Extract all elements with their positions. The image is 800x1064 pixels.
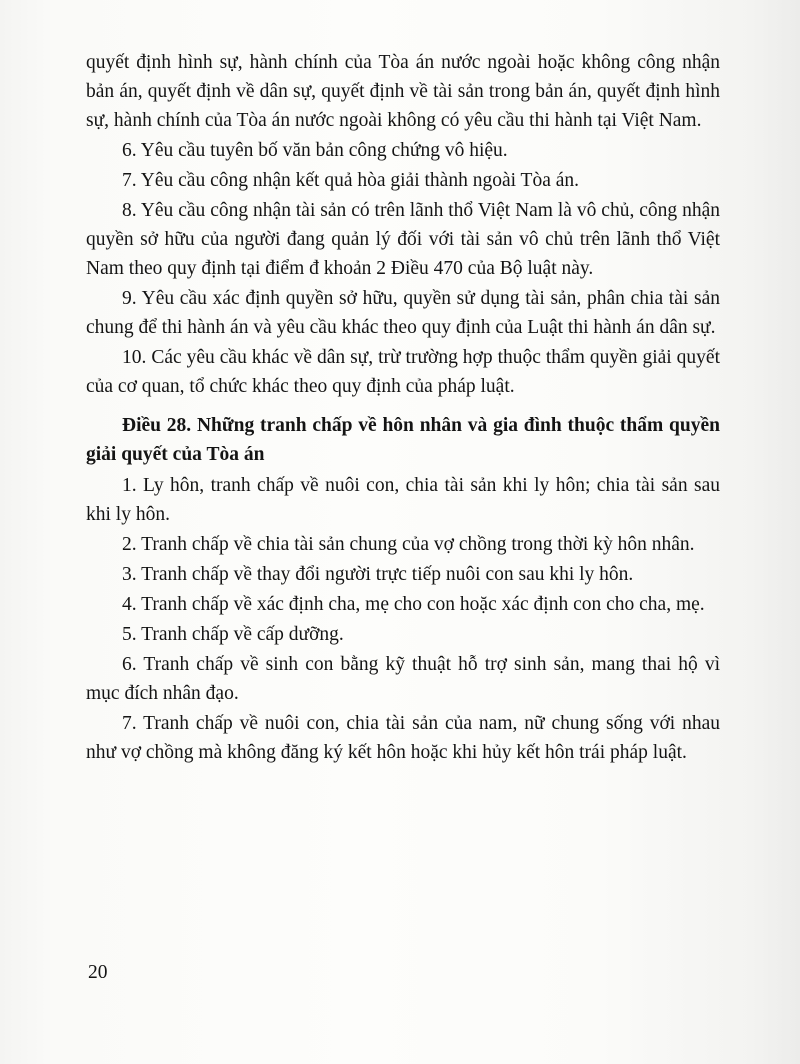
paragraph: 3. Tranh chấp về thay đổi người trực tiếp nuôi con sau khi ly hôn. (122, 564, 634, 585)
paragraph: 8. Yêu cầu công nhận tài sản có trên lãnh thổ Việt Nam là vô chủ, công nhận quyền sở hữu của người đang quản lý đối với tài sản vô chủ trên lãnh thổ Việt Nam theo quy định tại điểm đ khoản 2 Điều 470 của Bộ luật này. (86, 200, 720, 279)
paragraph: 2. Tranh chấp về chia tài sản chung của vợ chồng trong thời kỳ hôn nhân. (122, 534, 695, 555)
document-body (86, 48, 720, 767)
paragraph: quyết định hình sự, hành chính của Tòa án nước ngoài hoặc không công nhận bản án, quyết định về dân sự, quyết định về tài sản trong bản án, quyết định hình sự, hành chính của Tòa án nước ngoài không có yêu cầu thi hành tại Việt Nam. (86, 52, 720, 131)
paragraph: 1. Ly hôn, tranh chấp về nuôi con, chia tài sản khi ly hôn; chia tài sản sau khi ly hôn. (86, 475, 720, 525)
paragraph: 6. Tranh chấp về sinh con bằng kỹ thuật hỗ trợ sinh sản, mang thai hộ vì mục đích nhân đạo. (86, 654, 720, 704)
paragraph: 7. Yêu cầu công nhận kết quả hòa giải thành ngoài Tòa án. (122, 170, 580, 191)
paragraph: 9. Yêu cầu xác định quyền sở hữu, quyền sử dụng tài sản, phân chia tài sản chung để thi hành án và yêu cầu khác theo quy định của Luật thi hành án dân sự. (86, 288, 720, 338)
paragraph: 7. Tranh chấp về nuôi con, chia tài sản của nam, nữ chung sống với nhau như vợ chồng mà không đăng ký kết hôn hoặc khi hủy kết hôn trái pháp luật. (86, 713, 720, 763)
paragraph: 6. Yêu cầu tuyên bố văn bản công chứng vô hiệu. (122, 140, 508, 161)
page-number: 20 (88, 962, 108, 983)
paragraph: 10. Các yêu cầu khác về dân sự, trừ trường hợp thuộc thẩm quyền giải quyết của cơ quan, tổ chức khác theo quy định của pháp luật. (86, 347, 720, 397)
article-heading: Điều 28. Những tranh chấp về hôn nhân và gia đình thuộc thẩm quyền giải quyết của Tòa án (86, 415, 720, 465)
paragraph: 4. Tranh chấp về xác định cha, mẹ cho con hoặc xác định con cho cha, mẹ. (122, 594, 705, 615)
paragraph: 5. Tranh chấp về cấp dưỡng. (122, 624, 344, 645)
